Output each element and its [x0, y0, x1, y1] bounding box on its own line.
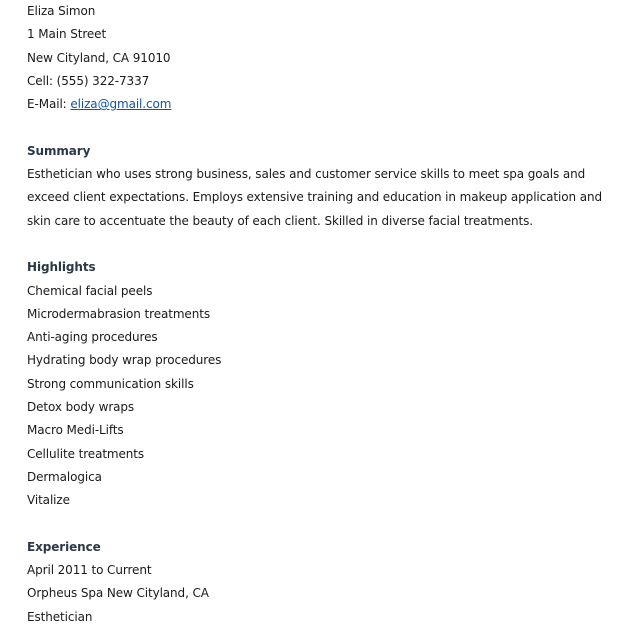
email-link[interactable]: eliza@gmail.com — [70, 97, 172, 112]
section-spacer — [27, 233, 634, 256]
highlight-item: Hydrating body wrap procedures — [27, 353, 222, 368]
highlight-item: Dermalogica — [27, 469, 102, 484]
summary-section — [27, 140, 634, 233]
experience-section — [27, 536, 634, 629]
experience-dates: April 2011 to Current — [27, 563, 152, 578]
highlight-item: Detox body wraps — [27, 400, 135, 415]
summary-text: Esthetician who uses strong business, sales and customer service skills to meet spa goals and exceed client expectations. Employs extensive training and education in makeup application and skin care to accentuate the beauty of each client. Skilled in diverse facial treatments. — [27, 167, 602, 228]
highlight-item: Microdermabrasion treatments — [27, 306, 210, 321]
highlight-item: Macro Medi-Lifts — [27, 423, 124, 438]
experience-employer: Orpheus Spa New Cityland, CA — [27, 586, 209, 601]
section-spacer — [27, 513, 634, 536]
summary-heading: Summary — [27, 143, 91, 158]
highlight-item: Anti-aging procedures — [27, 330, 158, 345]
contact-city: New Cityland, CA 91010 — [27, 50, 171, 65]
highlights-section — [27, 256, 634, 512]
section-spacer — [27, 116, 634, 139]
contact-block — [27, 0, 634, 116]
email-label: E-Mail: — [27, 97, 71, 112]
highlight-item: Vitalize — [27, 493, 70, 508]
highlight-item: Chemical facial peels — [27, 283, 153, 298]
experience-heading: Experience — [27, 539, 101, 554]
contact-email-line — [27, 93, 634, 116]
highlights-heading: Highlights — [27, 260, 96, 275]
contact-name: Eliza Simon — [27, 4, 96, 18]
highlight-item: Cellulite treatments — [27, 446, 145, 461]
experience-title: Esthetician — [27, 609, 93, 624]
contact-street: 1 Main Street — [27, 27, 107, 42]
highlight-item: Strong communication skills — [27, 376, 194, 391]
contact-cell: Cell: (555) 322-7337 — [27, 73, 150, 88]
